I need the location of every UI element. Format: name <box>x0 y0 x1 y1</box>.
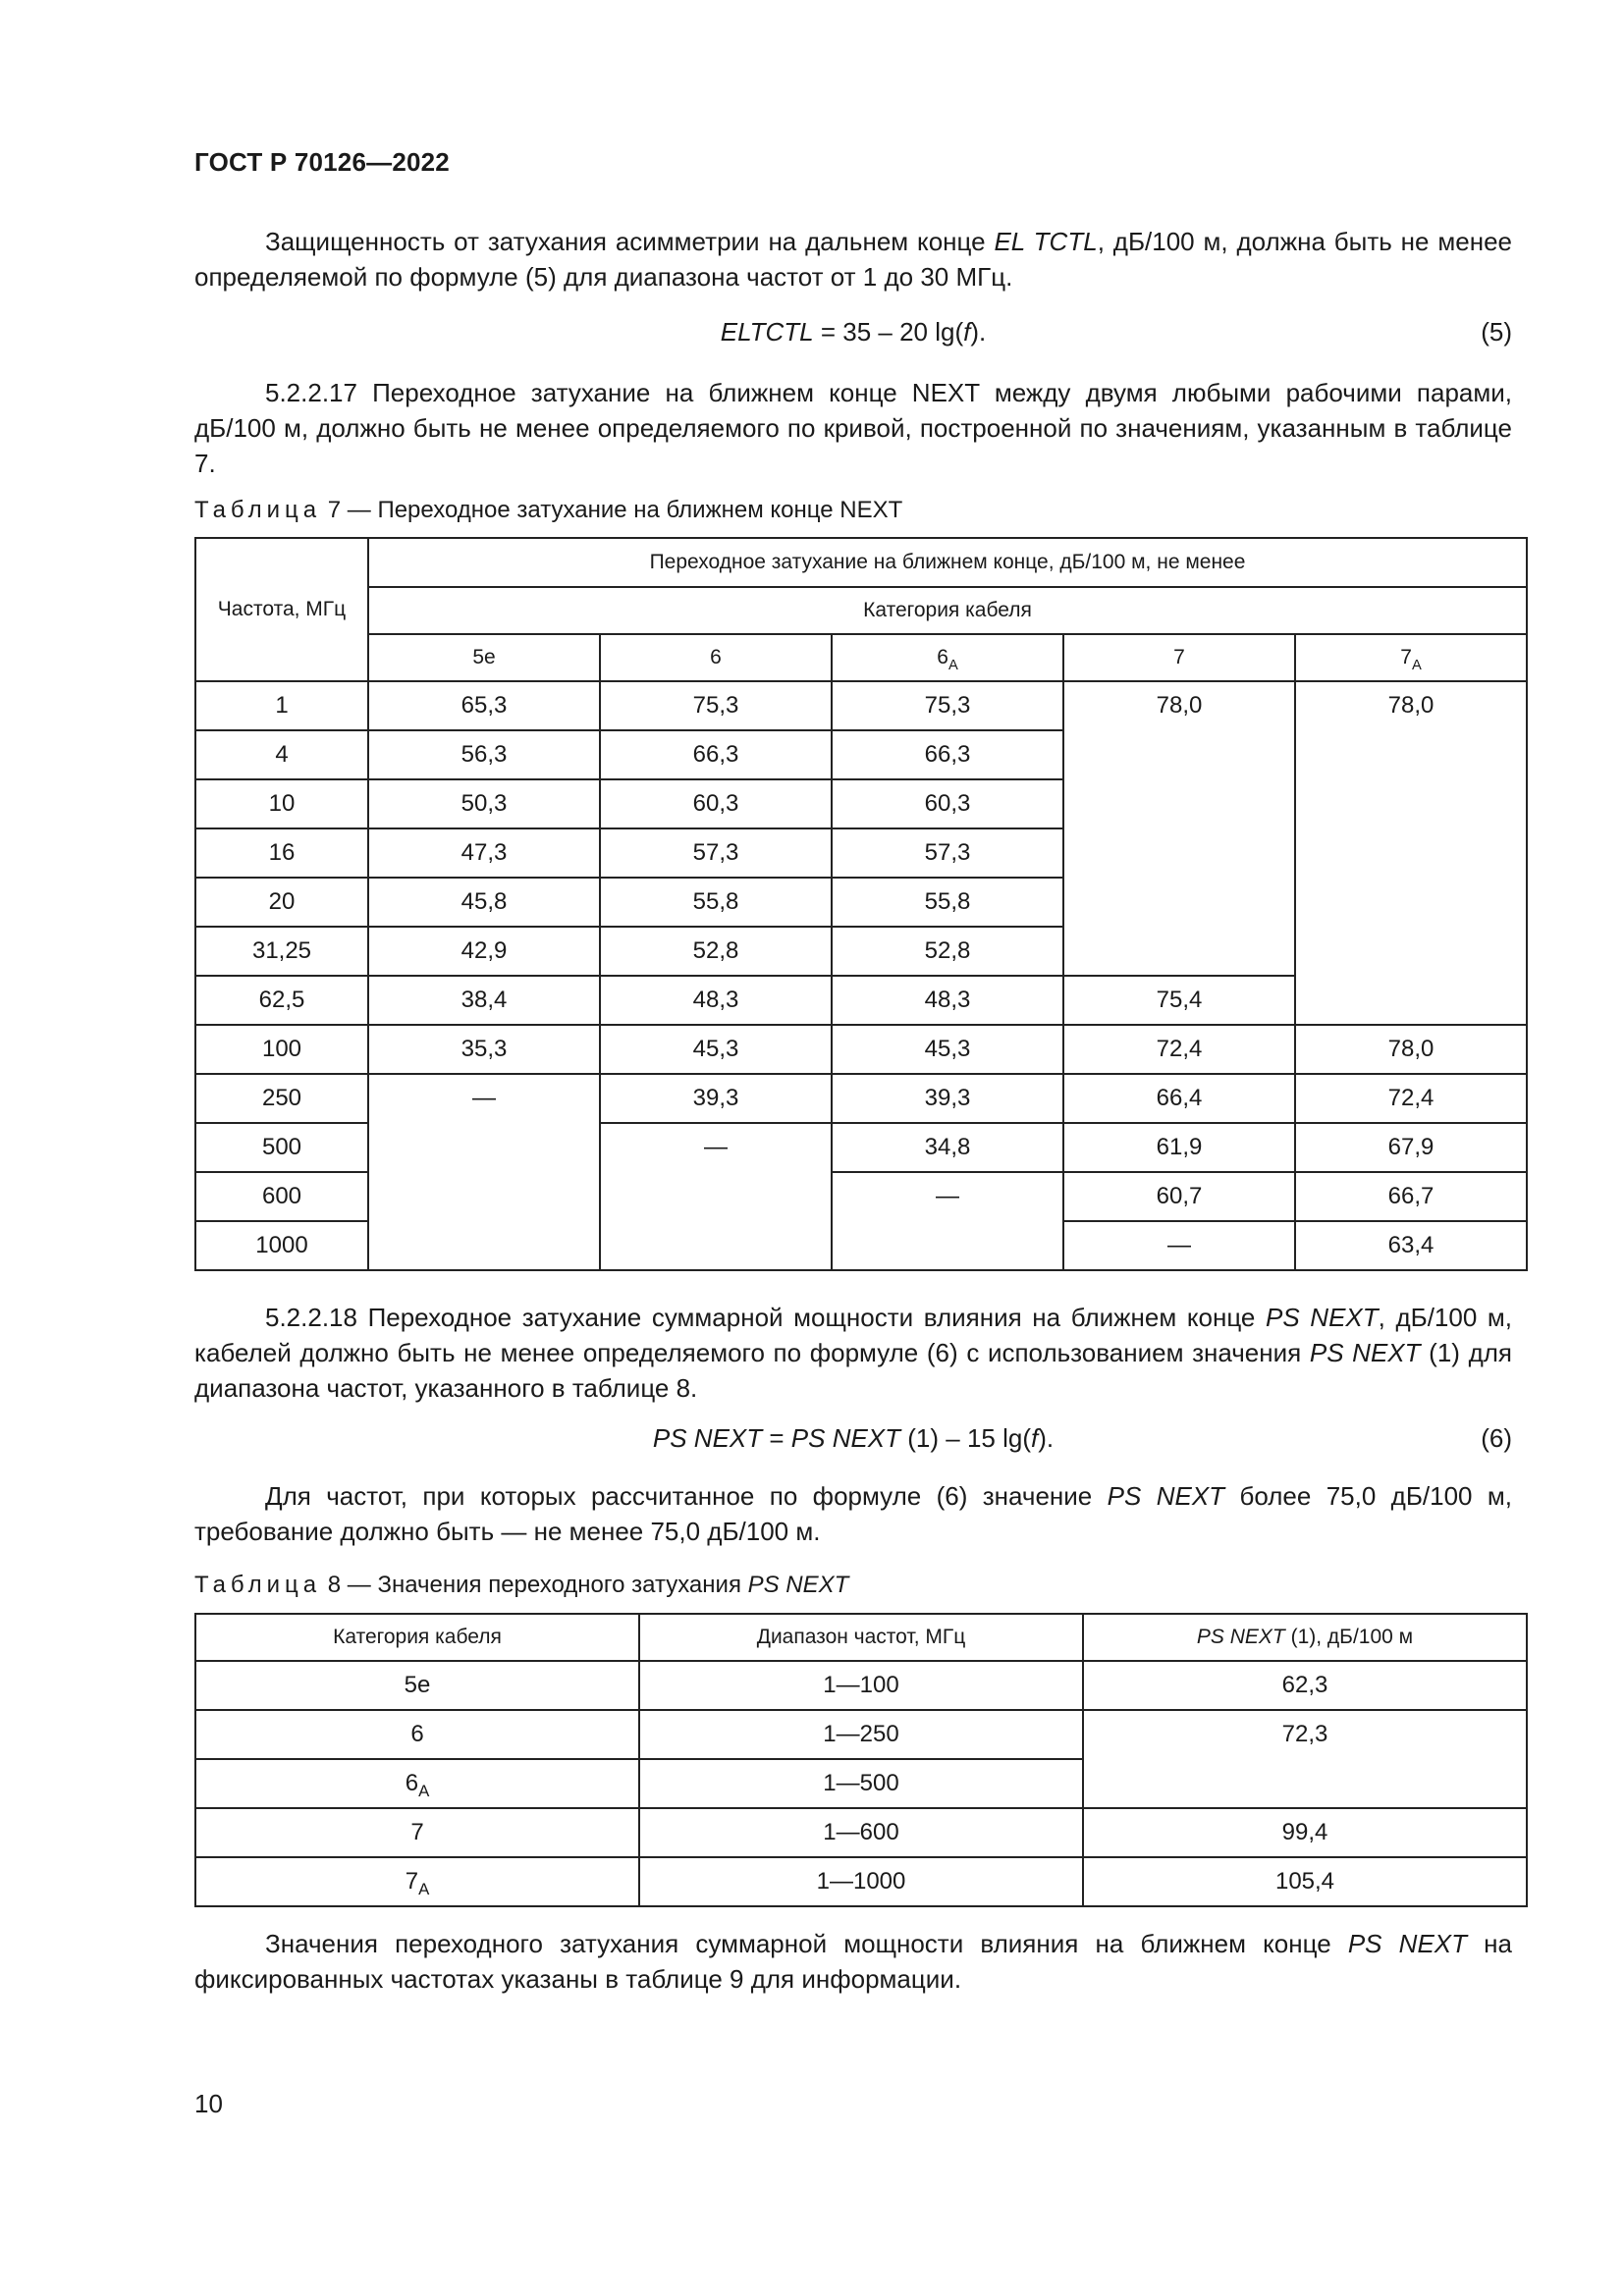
header-cat-7a: $7_А$ <box>1295 634 1527 681</box>
cell-value: 48,3 <box>832 976 1063 1025</box>
cell-category: 6 <box>195 1710 639 1759</box>
cell-frequency: 500 <box>195 1123 368 1172</box>
cell-frequency: 16 <box>195 828 368 878</box>
cell-value: 63,4 <box>1295 1221 1527 1270</box>
paragraph-5-2-2-17: 5.2.2.17 Переходное затухание на ближнем конце NEXT между двумя любыми рабочими парами, дБ/100 м, должно быть не менее определяемого по кривой, построенной по значениям, указанным в таблице 7. <box>194 378 1512 478</box>
page-number: 10 <box>194 2089 223 2118</box>
cell-value: 75,3 <box>600 681 832 730</box>
cell-value-merged: — <box>368 1074 600 1270</box>
cell-value-merged: 78,0 <box>1295 681 1527 1025</box>
cell-value: 57,3 <box>832 828 1063 878</box>
cell-category: 5e <box>195 1661 639 1710</box>
cell-frequency: 100 <box>195 1025 368 1074</box>
cell-range: 1—500 <box>639 1759 1083 1808</box>
cell-value: 105,4 <box>1083 1857 1527 1906</box>
cell-value: 66,3 <box>600 730 832 779</box>
cell-value: 61,9 <box>1063 1123 1295 1172</box>
header-cat-5e: 5e <box>368 634 600 681</box>
table-row <box>195 1025 1527 1074</box>
header-cable-category: Категория кабеля <box>368 587 1527 634</box>
table-row <box>195 1857 1527 1906</box>
formula-5: ELTCTL = 35 – 20 lg(f). (5) <box>194 314 1512 349</box>
cell-value: 72,4 <box>1295 1074 1527 1123</box>
paragraph-ps-next-limit: Для частот, при которых рассчитанное по формуле (6) значение PS NEXT более 75,0 дБ/100 м, требование должно быть — не менее 75,0 дБ/100 м. <box>194 1481 1512 1546</box>
cell-frequency: 250 <box>195 1074 368 1123</box>
cell-value: 66,3 <box>832 730 1063 779</box>
cell-value: 78,0 <box>1295 1025 1527 1074</box>
cell-value: 75,3 <box>832 681 1063 730</box>
cell-value: 65,3 <box>368 681 600 730</box>
table-row <box>195 681 1527 730</box>
cell-value: 48,3 <box>600 976 832 1025</box>
cell-category: $6_А$ <box>195 1759 639 1808</box>
cell-range: 1—600 <box>639 1808 1083 1857</box>
table-row <box>195 1661 1527 1710</box>
cell-value: 60,7 <box>1063 1172 1295 1221</box>
table7-caption: Таблица 7 — Переходное затухание на ближнем конце NEXT <box>194 497 903 523</box>
cell-value: 42,9 <box>368 927 600 976</box>
cell-value: 45,3 <box>600 1025 832 1074</box>
formula-6: PS NEXT = PS NEXT (1) – 15 lg(f). (6) <box>194 1420 1512 1456</box>
table-row <box>195 1808 1527 1857</box>
paragraph-el-tctl: Защищенность от затухания асимметрии на дальнем конце EL TCTL, дБ/100 м, должна быть не менее определяемой по формуле (5) для диапазона частот от 1 до 30 МГц. <box>194 227 1512 292</box>
cell-value: 55,8 <box>600 878 832 927</box>
cell-value: 38,4 <box>368 976 600 1025</box>
cell-frequency: 1 <box>195 681 368 730</box>
cell-value-merged: 72,3 <box>1083 1710 1527 1808</box>
cell-value: 52,8 <box>832 927 1063 976</box>
document-header: ГОСТ Р 70126—2022 <box>194 147 450 177</box>
cell-value: 34,8 <box>832 1123 1063 1172</box>
cell-frequency: 600 <box>195 1172 368 1221</box>
cell-frequency: 20 <box>195 878 368 927</box>
header-cat-7: 7 <box>1063 634 1295 681</box>
cell-value-merged: — <box>832 1172 1063 1270</box>
cell-value: 75,4 <box>1063 976 1295 1025</box>
paragraph-5-2-2-18: 5.2.2.18 Переходное затухание суммарной мощности влияния на ближнем конце PS NEXT, дБ/100 м, кабелей должно быть не менее определяемого по формуле (6) с использованием значения PS NEXT (1) для диапазона частот, указанного в таблице 8. <box>194 1303 1513 1403</box>
cell-category: 7 <box>195 1808 639 1857</box>
cell-range: 1—100 <box>639 1661 1083 1710</box>
formula-number: (6) <box>1481 1423 1512 1453</box>
cell-value: 99,4 <box>1083 1808 1527 1857</box>
cell-value: 52,8 <box>600 927 832 976</box>
table-row <box>195 1710 1527 1759</box>
header-next-group: Переходное затухание на ближнем конце, дБ/100 м, не менее <box>368 538 1527 587</box>
cell-value: 39,3 <box>832 1074 1063 1123</box>
cell-category: $7_А$ <box>195 1857 639 1906</box>
header-frequency: Частота, МГц <box>195 538 368 681</box>
cell-value: 66,4 <box>1063 1074 1295 1123</box>
cell-value: 45,3 <box>832 1025 1063 1074</box>
formula-number: (5) <box>1481 317 1512 347</box>
header-cable-category: Категория кабеля <box>195 1614 639 1661</box>
table-7-next <box>194 537 1528 1271</box>
header-cat-6: 6 <box>600 634 832 681</box>
cell-value: 60,3 <box>832 779 1063 828</box>
cell-frequency: 62,5 <box>195 976 368 1025</box>
paragraph-table9-reference: Значения переходного затухания суммарной мощности влияния на ближнем конце PS NEXT на фиксированных частотах указаны в таблице 9 для информации. <box>194 1929 1512 1994</box>
cell-frequency: 31,25 <box>195 927 368 976</box>
cell-value: 47,3 <box>368 828 600 878</box>
cell-value-merged: 78,0 <box>1063 681 1295 976</box>
cell-frequency: 4 <box>195 730 368 779</box>
header-frequency-range: Диапазон частот, МГц <box>639 1614 1083 1661</box>
cell-range: 1—250 <box>639 1710 1083 1759</box>
cell-value: 62,3 <box>1083 1661 1527 1710</box>
table-8-ps-next <box>194 1613 1528 1907</box>
cell-value: 39,3 <box>600 1074 832 1123</box>
cell-value: 57,3 <box>600 828 832 878</box>
cell-value: 55,8 <box>832 878 1063 927</box>
cell-frequency: 10 <box>195 779 368 828</box>
cell-value: 45,8 <box>368 878 600 927</box>
cell-value: — <box>1063 1221 1295 1270</box>
header-ps-next-value: PS NEXT (1), дБ/100 м <box>1083 1614 1527 1661</box>
cell-value: 67,9 <box>1295 1123 1527 1172</box>
cell-value: 35,3 <box>368 1025 600 1074</box>
table8-caption: Таблица 8 — Значения переходного затухания PS NEXT <box>194 1572 849 1598</box>
cell-range: 1—1000 <box>639 1857 1083 1906</box>
table-row <box>195 1074 1527 1123</box>
cell-value: 60,3 <box>600 779 832 828</box>
header-cat-6a: $6_А$ <box>832 634 1063 681</box>
cell-value: 56,3 <box>368 730 600 779</box>
cell-value: 50,3 <box>368 779 600 828</box>
cell-value: 66,7 <box>1295 1172 1527 1221</box>
cell-value-merged: — <box>600 1123 832 1270</box>
cell-frequency: 1000 <box>195 1221 368 1270</box>
cell-value: 72,4 <box>1063 1025 1295 1074</box>
